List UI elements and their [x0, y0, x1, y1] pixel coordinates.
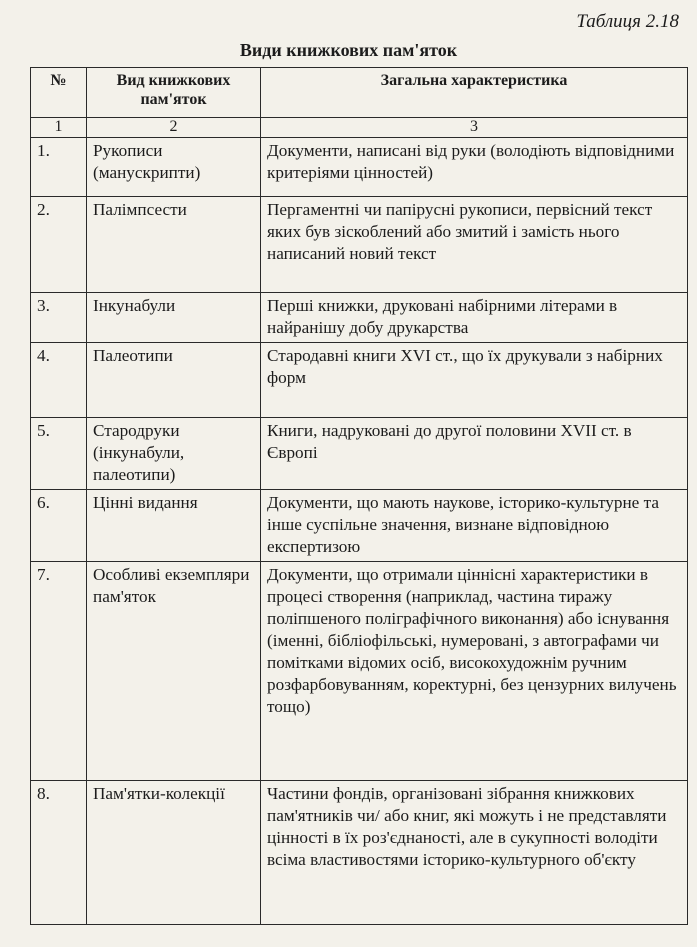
- row-number: 5.: [31, 418, 87, 490]
- column-index: 1: [31, 118, 87, 138]
- row-number: 8.: [31, 781, 87, 925]
- row-type: Стародруки (інкунабули, палеотипи): [87, 418, 261, 490]
- column-index-row: [31, 118, 688, 138]
- row-type: Рукописи (манускрипти): [87, 138, 261, 197]
- table-row: [31, 562, 688, 781]
- row-description: Документи, що отримали цінніснi характеристики в процесі створення (наприклад, частина тиражу поліпшеного поліграфічного виконання) або існування (іменні, бібліофільські, нумеровані, з автографами чи помітками відомих осіб, високохудожнім ручним розфарбовуванням, коректурні, без цензурних вилучень тощо): [261, 562, 688, 781]
- row-type: Цінні видання: [87, 490, 261, 562]
- header-number: №: [31, 68, 87, 118]
- row-type: Палімпсести: [87, 197, 261, 293]
- row-type: Особливі екземпляри пам'яток: [87, 562, 261, 781]
- row-description: Перші книжки, друковані набірними літерами в найранішу добу друкарства: [261, 293, 688, 343]
- table-row: [31, 418, 688, 490]
- row-number: 4.: [31, 343, 87, 418]
- row-type: Інкунабули: [87, 293, 261, 343]
- header-type: Вид книжкових пам'яток: [87, 68, 261, 118]
- table-caption: Таблиця 2.18: [576, 11, 679, 32]
- table-row: [31, 343, 688, 418]
- table-row: [31, 293, 688, 343]
- row-number: 3.: [31, 293, 87, 343]
- monuments-table: [30, 67, 688, 925]
- row-description: Стародавні книги XVI ст., що їх друкували з набірних форм: [261, 343, 688, 418]
- column-index: 2: [87, 118, 261, 138]
- table-row: [31, 138, 688, 197]
- row-number: 7.: [31, 562, 87, 781]
- row-number: 2.: [31, 197, 87, 293]
- row-number: 1.: [31, 138, 87, 197]
- row-description: Частини фондів, організовані зібрання книжкових пам'ятників чи/ або книг, які можуть і не представляти цінності в їх роз'єднаності, але в сукупності володіти всіма властивостями історико-культурного об'єкту: [261, 781, 688, 925]
- row-number: 6.: [31, 490, 87, 562]
- table-title: Види книжкових пам'яток: [239, 40, 458, 60]
- row-description: Пергаментні чи папірусні рукописи, первісний текст яких був зіскоблений або змитий і замість нього написаний новий текст: [261, 197, 688, 293]
- row-type: Пам'ятки-колекції: [87, 781, 261, 925]
- column-index: 3: [261, 118, 688, 138]
- header-description: Загальна характеристика: [261, 68, 688, 118]
- table-row: [31, 197, 688, 293]
- row-description: Книги, надруковані до другої половини XVII ст. в Європі: [261, 418, 688, 490]
- table-row: [31, 781, 688, 925]
- row-description: Документи, що мають наукове, історико-культурне та інше суспільне значення, визнане відповідною експертизою: [261, 490, 688, 562]
- row-description: Документи, написані від руки (володіють відповідними критеріями цінностей): [261, 138, 688, 197]
- row-type: Палеотипи: [87, 343, 261, 418]
- table-row: [31, 490, 688, 562]
- header-row: [31, 68, 688, 118]
